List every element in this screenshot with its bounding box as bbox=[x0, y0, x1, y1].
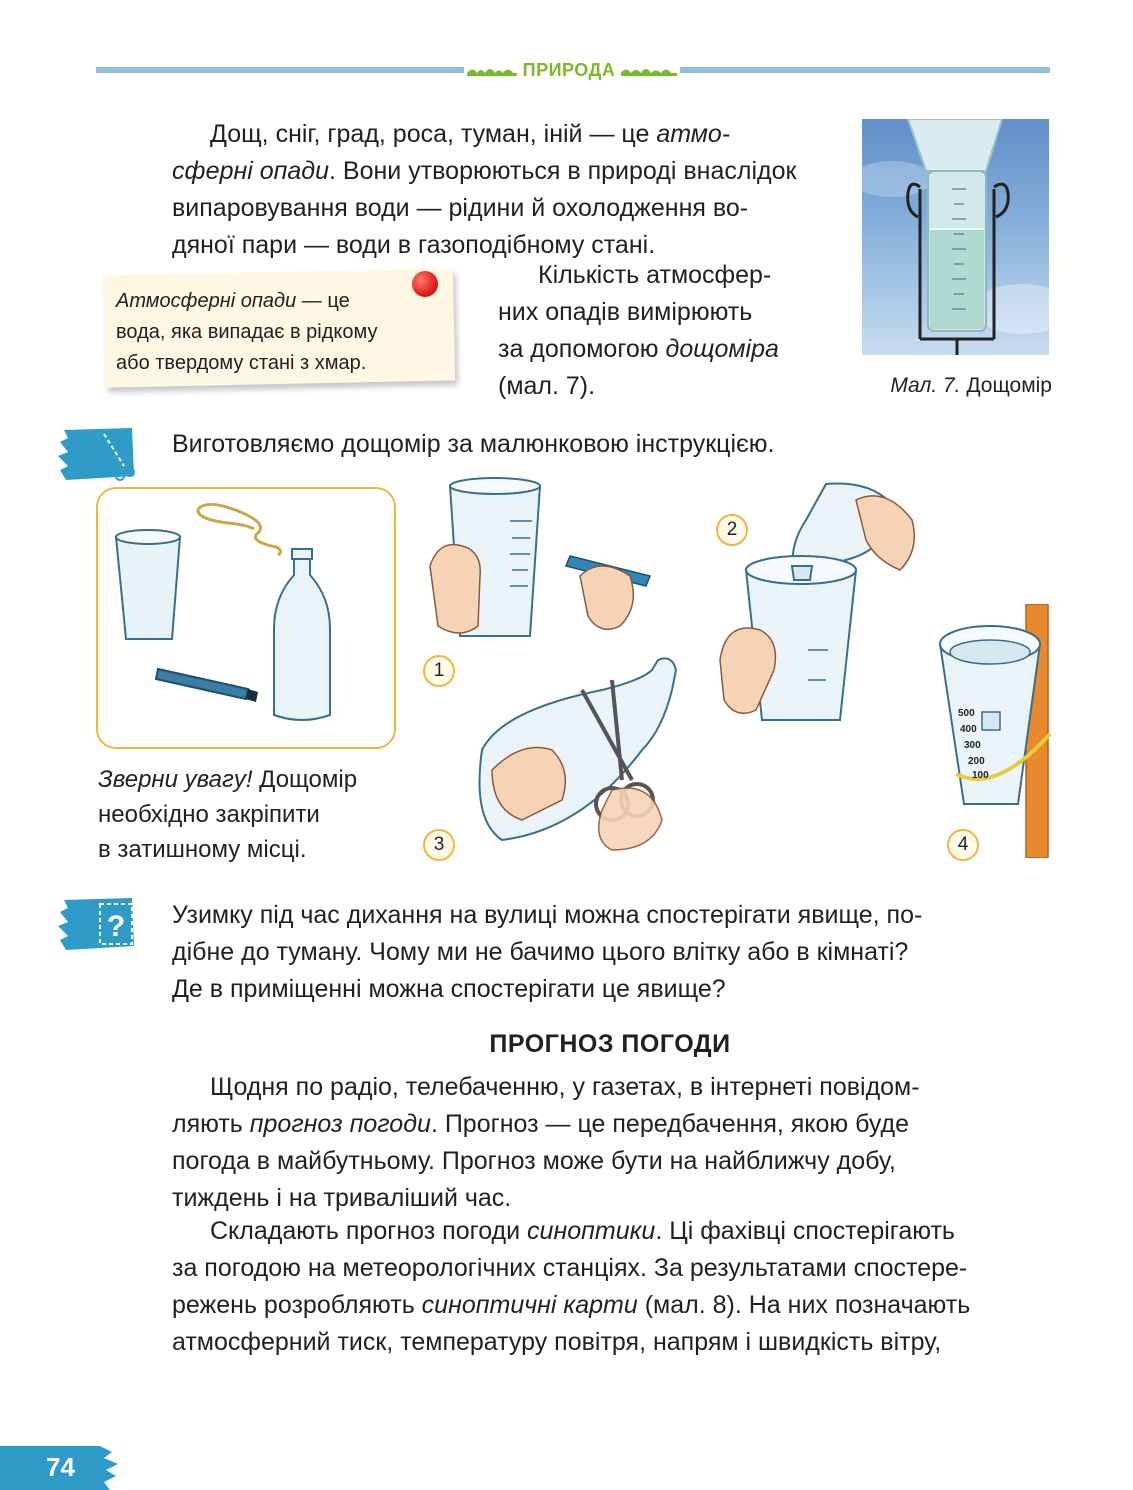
grass-ornament-right-icon bbox=[621, 64, 677, 76]
page-number: 74 bbox=[46, 1452, 75, 1482]
question-text: Узимку під час дихання на вулиці можна спостерігати явище, по- дібне до туману. Чому ми не бачимо цього влітку або в кімнаті? Де в приміщенні можна спостерігати це явище? bbox=[172, 901, 923, 1003]
question-icon bbox=[58, 896, 138, 952]
step-4-illustration bbox=[936, 604, 1052, 858]
scale-label: 100 bbox=[972, 770, 989, 781]
grass-ornament-left-icon bbox=[467, 64, 517, 76]
header-rule-right bbox=[680, 67, 1050, 73]
section-heading: ПРОГНОЗ ПОГОДИ bbox=[489, 1030, 731, 1058]
scale-label: 200 bbox=[968, 756, 985, 767]
step-2-illustration bbox=[716, 480, 926, 730]
scale-label: 500 bbox=[958, 708, 975, 719]
svg-text:?: ? bbox=[106, 910, 126, 943]
measure-paragraph: Кількість атмосфер- них опадів вимірюють за допомогою дощоміра (мал. 7). bbox=[498, 261, 779, 400]
scale-label: 300 bbox=[964, 740, 981, 751]
photo-caption: Мал. 7. Дощомір bbox=[890, 374, 1052, 397]
definition-text: Атмосферні опади — це вода, яка випадає в рідкому або твердому стані з хмар. bbox=[116, 290, 378, 374]
forecast-paragraph-2: Складають прогноз погоди синоптики. Ці фахівці спостерігають за погодою на метеорологічних станціях. За результатами спостере- режень розробляють синоптичні карти (мал. 8). На них позначають атмосферний тиск, температуру повітря, напрям і швидкість вітру, bbox=[172, 1217, 971, 1356]
scale-label: 400 bbox=[960, 724, 977, 735]
header bbox=[464, 58, 680, 82]
step-number: 2 bbox=[716, 514, 748, 546]
step-number: 4 bbox=[947, 829, 979, 861]
header-title: ПРИРОДА bbox=[522, 59, 616, 80]
step-3-illustration bbox=[462, 650, 722, 860]
header-rule-left bbox=[96, 67, 464, 73]
forecast-paragraph-1: Щодня по радіо, телебаченню, у газетах, в інтернеті повідом- ляють прогноз погоди. Прогноз — це передбачення, якою буде погода в майбутньому. Прогноз може бути на найближчу добу, тиждень і на триваліший час. bbox=[172, 1073, 920, 1212]
step-number: 3 bbox=[423, 829, 455, 861]
step-1-illustration bbox=[420, 476, 660, 646]
task-text: Виготовляємо дощомір за малюнковою інструкцією. bbox=[172, 430, 775, 458]
step-number: 1 bbox=[423, 655, 455, 687]
intro-paragraph: Дощ, сніг, град, роса, туман, іній — це атмо- сферні опади. Вони утворюються в природі внаслідок випаровування води — рідини й охолодження во- дяної пари — води в газоподібному стані. bbox=[172, 120, 797, 259]
scissors-task-icon bbox=[58, 426, 138, 482]
attention-note: Зверни увагу! Дощомір необхідно закріпити в затишному місці. bbox=[98, 766, 358, 863]
materials-panel bbox=[96, 487, 396, 749]
rain-gauge-photo bbox=[862, 119, 1049, 355]
